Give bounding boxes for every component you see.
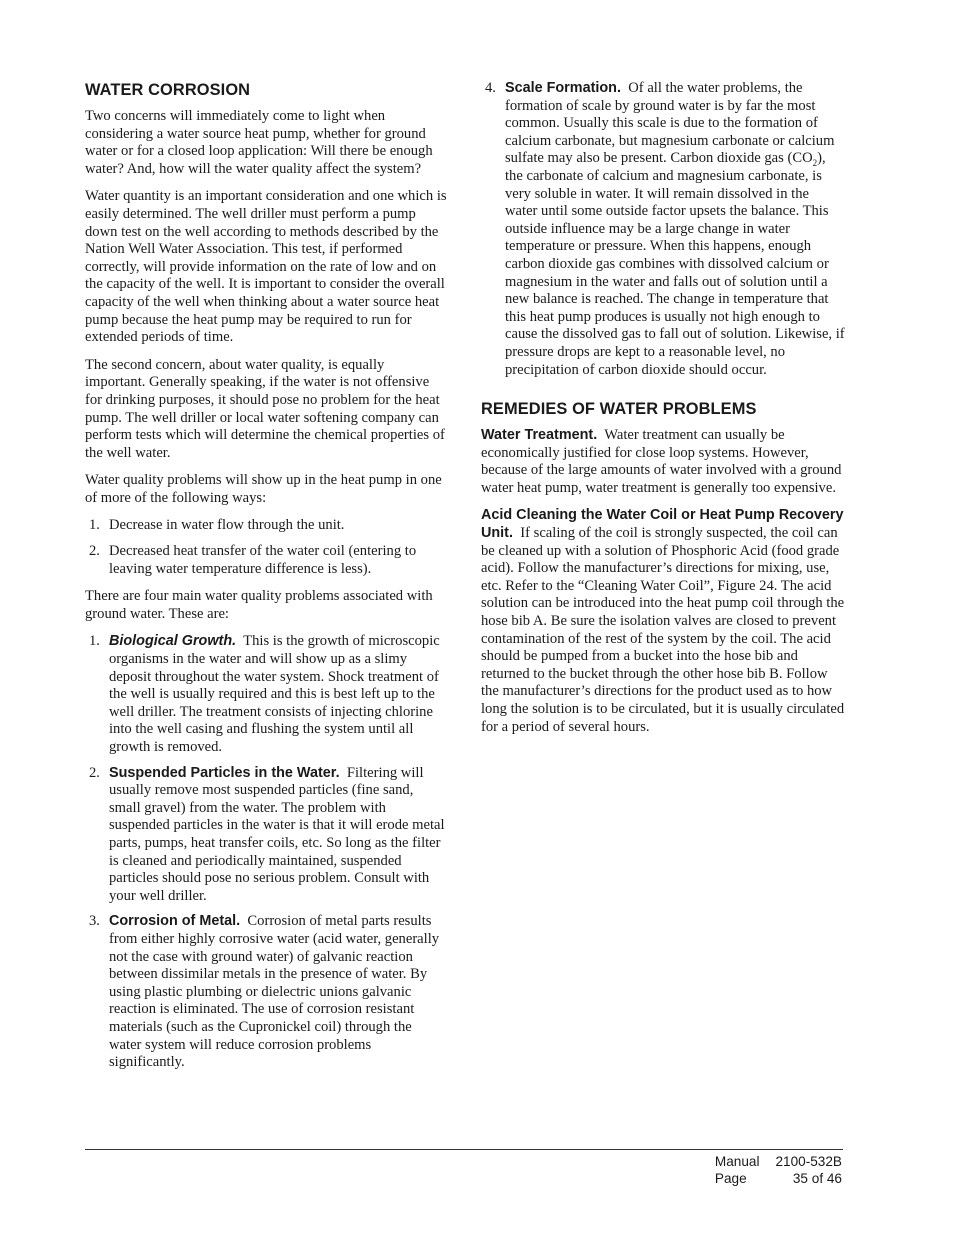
page-label: Page xyxy=(714,1171,747,1186)
paragraph-acid-cleaning: Acid Cleaning the Water Coil or Heat Pump Recovery Unit. If scaling of the coil is strongly suspected, the coil can be cleaned up with a solution of Phosphoric Acid (food grade acid). Follow the manufacturer’s directions for mixing, use, etc. Refer to the “Cleaning Water Coil”, Figure 24. The acid solution can be introduced into the heat pump coil through the hose bib A. Be sure the isolation valves are closed to prevent contamination of the rest of the system by the coil. The acid should be pumped from a bucket into the hose bib and returned to the bucket through the other hose bib B. Follow the manufacturer’s directions for the product used as to how long the solution is to be circulated, but it is usually circulated for a period of several hours. xyxy=(481,507,845,735)
paragraph-water-quality: The second concern, about water quality, is equally important. Generally speaking, if the water is not offensive for drinking purposes, it should pose no problem for the heat pump. The well driller or local water softening company can perform tests which will determine the chemical properties of the well water. xyxy=(85,356,445,461)
lead-scale-formation: Scale Formation. xyxy=(505,80,621,96)
left-column xyxy=(85,80,447,1082)
heading-remedies: REMEDIES OF WATER PROBLEMS xyxy=(481,400,757,419)
heading-water-corrosion: WATER CORROSION xyxy=(85,81,251,99)
manual-label: Manual xyxy=(714,1154,760,1169)
lead-water-treatment: Water Treatment. xyxy=(481,427,598,444)
lead-acid-cleaning: Acid Cleaning the Water Coil or Heat Pump Recovery Unit. xyxy=(481,507,844,542)
page-number: 35 of 46 xyxy=(792,1171,842,1186)
right-column xyxy=(481,80,845,746)
list-item-biological-growth: 1. Biological Growth. This is the growth of microscopic organisms in the water and will show up as a slimy deposit throughout the water system. Shock treatment of the well is usually required and this is best left up to the well driller. The treatment consists of injecting chlorine into the well casing and flushing the system until all growth is removed. xyxy=(89,633,440,755)
footer-table xyxy=(715,1153,842,1187)
lead-biological-growth: Biological Growth. xyxy=(109,633,237,650)
footer-divider xyxy=(85,1149,843,1150)
page-footer xyxy=(715,1153,842,1187)
list-item: 1. Decrease in water flow through the unit. xyxy=(89,517,345,534)
list-item-suspended-particles: 2. Suspended Particles in the Water. Filtering will usually remove most suspended particles (fine sand, small gravel) from the water. The problem with suspended particles in the water is that it will erode metal parts, pumps, heat transfer coils, etc. So long as the filter is cleaned and periodically maintained, suspended particles should pose no serious problem. Consult with your well driller. xyxy=(89,764,445,904)
lead-corrosion-of-metal: Corrosion of Metal. xyxy=(109,913,241,930)
list-symptoms xyxy=(85,517,447,578)
list-item-scale-formation: 4. Scale Formation. Of all the water problems, the formation of scale by ground water is by far the most common. Usually this scale is due to the formation of calcium carbonate, but magnesium carbonate or calcium sulfate may also be present. Carbon dioxide gas $(CO_2)$, the carbonate of calcium and magnesium carbonate, is very soluble in water. It will remain dissolved in the water until some outside factor upsets the balance. This outside influence may be a large change in water temperature or pressure. When this happens, enough carbon dioxide gas combines with dissolved calcium or magnesium in the water and falls out of solution until a new balance is reached. The change in temperature that this heat pump produces is usually not high enough to cause the dissolved gas to fall out of solution. Likewise, if pressure drops are kept to a reasonable level, no precipitation of carbon dioxide should occur. xyxy=(485,80,845,378)
manual-number: 2100-532B xyxy=(775,1154,842,1169)
lead-suspended-particles: Suspended Particles in the Water. xyxy=(109,764,340,781)
paragraph-four-problems: There are four main water quality problems associated with ground water. These are: xyxy=(85,588,433,622)
paragraph-water-quantity: Water quantity is an important consideration and one which is easily determined. The well driller must perform a pump down test on the well according to methods described by the Nation Well Water Association. This test, if performed correctly, will provide information on the rate of low and on the capacity of the well. It is important to consider the overall capacity of the well when thinking about a water source heat pump because the heat pump may be required to run for extended periods of time. xyxy=(85,188,447,346)
list-problems xyxy=(85,633,447,1071)
paragraph-water-treatment: Water Treatment. Water treatment can usually be economically justified for close loop systems. However, because of the large amounts of water involved with a ground water heat pump, water treatment is generally too expensive. xyxy=(481,427,842,496)
list-item: 2. Decreased heat transfer of the water coil (entering to leaving water temperature difference is less). xyxy=(89,543,417,577)
paragraph-concerns: Two concerns will immediately come to light when considering a water source heat pump, whether for ground water or for a closed loop application: Will there be enough water? And, how will the water quality affect the system? xyxy=(85,108,433,177)
list-problems-continued xyxy=(481,80,845,379)
paragraph-quality-problems: Water quality problems will show up in the heat pump in one of more of the following ways: xyxy=(85,472,442,506)
list-item-corrosion-of-metal: 3. Corrosion of Metal. Corrosion of metal parts results from either highly corrosive water (acid water, generally not the case with ground water) of galvanic reaction between dissimilar metals in the presence of water. By using plastic plumbing or dielectric unions galvanic reaction is eliminated. The use of corrosion resistant materials (such as the Cupronickel coil) through the water system will reduce corrosion problems significantly. xyxy=(89,913,440,1071)
